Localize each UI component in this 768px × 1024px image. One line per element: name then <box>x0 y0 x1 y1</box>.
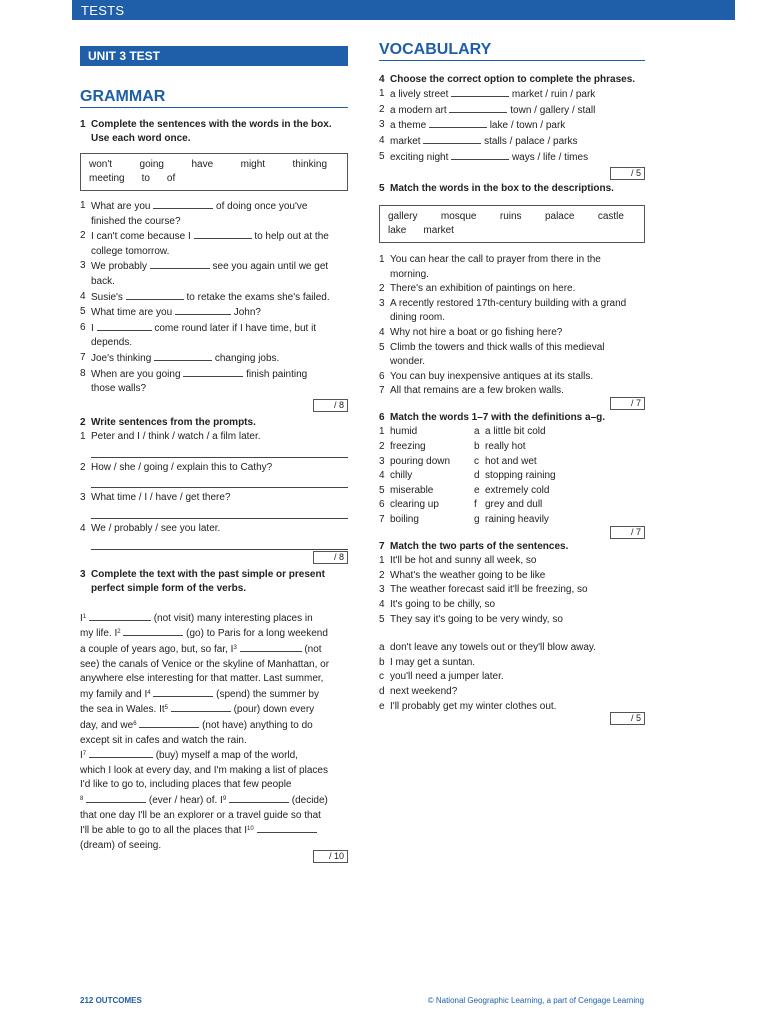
q2-score-box: / 8 <box>80 551 348 564</box>
q4-item: 1 a lively street market / ruin / park <box>379 88 596 101</box>
q7-answer: e I'll probably get my winter clothes out. <box>379 700 557 712</box>
q3-score-box: / 10 <box>80 850 348 863</box>
grammar-title: GRAMMAR <box>80 90 348 108</box>
q1-item: 8 When are you going finish painting those walls? <box>80 367 308 395</box>
q4-item: 5 exciting night ways / life / times <box>379 150 589 163</box>
q7-answer: a don't leave any towels out or they'll blow away. <box>379 642 596 654</box>
q6-item: 1 humid a a little bit cold <box>379 426 546 438</box>
q2-item: 1 Peter and I / think / watch / a film later. <box>80 431 261 443</box>
answer-blank[interactable] <box>194 229 252 239</box>
q7-answer: b I may get a suntan. <box>379 656 476 668</box>
q7-answer: d next weekend? <box>379 685 458 697</box>
answer-blank[interactable] <box>449 103 507 113</box>
answer-blank[interactable] <box>257 823 317 833</box>
q1-word-box <box>80 153 348 191</box>
q1-item: 7 Joe's thinking changing jobs. <box>80 351 280 364</box>
q2-item: 2 How / she / going / explain this to Cathy? <box>80 461 273 473</box>
word-box-row: won't going have might thinking <box>89 158 327 170</box>
footer-page-number: 212 OUTCOMES <box>80 996 142 1005</box>
q1-items <box>80 199 348 397</box>
q6-item: 4 chilly d stopping raining <box>379 470 556 482</box>
answer-blank[interactable] <box>451 150 509 160</box>
q6-item: 7 boiling g raining heavily <box>379 514 549 526</box>
q1-item: 3 We probably see you again until we get back. <box>80 260 329 287</box>
footer-copyright: © National Geographic Learning, a part of Cengage Learning <box>427 996 644 1005</box>
q5-word-box <box>379 205 645 243</box>
q3-instruction: 3 Complete the text with the past simple or present perfect simple form of the verbs. <box>80 568 325 595</box>
q5-item: 1 You can hear the call to prayer from there in the morning. <box>379 253 601 280</box>
q1-instruction: 1 Complete the sentences with the words in the box. Use each word once. <box>80 118 332 145</box>
answer-blank[interactable] <box>123 626 183 636</box>
q2-item: 4 We / probably / see you later. <box>80 523 221 535</box>
answer-blank[interactable] <box>89 611 151 621</box>
q1-item: 1 What are you of doing once you've finished the course? <box>80 199 308 227</box>
answer-blank[interactable] <box>153 199 213 209</box>
q5-items <box>379 253 645 399</box>
answer-blank[interactable] <box>150 259 210 269</box>
q6-score-box: / 7 <box>379 526 645 539</box>
q5-item: 7 All that remains are a few broken walls. <box>379 385 564 397</box>
q1-item: 5 What time are you John? <box>80 306 261 319</box>
q4-instruction: 4 Choose the correct option to complete the phrases. <box>379 73 636 85</box>
q2-instruction: 2 Write sentences from the prompts. <box>80 416 256 428</box>
q5-item: 2 There's an exhibition of paintings on here. <box>379 283 576 295</box>
q6-instruction: 6 Match the words 1–7 with the definitions a–g. <box>379 411 606 423</box>
q5-instruction: 5 Match the words in the box to the descriptions. <box>379 183 614 195</box>
q4-item: 3 a theme lake / town / park <box>379 119 566 132</box>
answer-blank[interactable] <box>171 702 231 712</box>
q3-text: $I^1$ (not visit) many interesting places in my life. $I^2$ (go) to Paris for a long weekend a couple of years ago, but, so far, $I^3$ (not see) the canals of Venice or the skyline of Manhattan, or anywhere else interesting for that matter. Last summer, my family and $I^4$ (spend) the summer by the sea in Wales. It$^5$ (pour) down every day, and $we^6$ (not have) anything to do except sit in cafes and watch the rain. $I^7$ (buy) myself a map of the world, which I look at every day, and I'm making a list of places I'd like to go to, including places that few people $^8$ (ever / hear) of. $I^9$ (decide) that one day I'll be an explorer or a travel guide so that I'll be able to go to all the places that $I^{10}$ (dream) of seeing. <box>80 612 330 851</box>
answer-blank[interactable] <box>423 134 481 144</box>
q7-answer: c you'll need a jumper later. <box>379 671 504 683</box>
q5-score-box: / 7 <box>379 397 645 410</box>
q7-answers <box>379 641 645 714</box>
q1-item: 2 I can't come because I to help out at the college tomorrow. <box>80 230 329 257</box>
word-box-row: meeting to of <box>89 173 176 185</box>
unit-title: UNIT 3 TEST <box>80 46 348 66</box>
vocabulary-title: VOCABULARY <box>379 43 645 61</box>
q7-item: 5 They say it's going to be very windy, so <box>379 613 563 625</box>
answer-blank[interactable] <box>154 351 212 361</box>
q6-item: 2 freezing b really hot <box>379 441 526 453</box>
answer-blank[interactable] <box>429 118 487 128</box>
answer-blank[interactable] <box>229 793 289 803</box>
answer-blank[interactable] <box>139 718 199 728</box>
answer-line[interactable] <box>91 506 348 519</box>
q5-item: 3 A recently restored 17th-century building with a grand dining room. <box>379 297 627 324</box>
q2-item: 3 What time / I / have / get there? <box>80 492 231 504</box>
q6-item: 6 clearing up f grey and dull <box>379 499 543 511</box>
top-header-bar <box>72 0 735 20</box>
q4-item: 4 market stalls / palace / parks <box>379 134 578 147</box>
answer-blank[interactable] <box>86 793 146 803</box>
answer-line[interactable] <box>91 475 348 488</box>
answer-blank[interactable] <box>89 748 153 758</box>
q4-item: 2 a modern art town / gallery / stall <box>379 103 596 116</box>
q6-item: 5 miserable e extremely cold <box>379 484 550 496</box>
word-box-row: gallery mosque ruins palace castle <box>388 210 624 222</box>
q7-instruction: 7 Match the two parts of the sentences. <box>379 540 569 552</box>
word-box-row: lake market <box>388 225 454 237</box>
q1-score-box: / 8 <box>80 399 348 412</box>
q5-item: 6 You can buy inexpensive antiques at its stalls. <box>379 370 594 382</box>
answer-blank[interactable] <box>183 367 243 377</box>
answer-blank[interactable] <box>175 305 231 315</box>
header-tab-label: TESTS <box>81 3 125 18</box>
q7-item: 1 It'll be hot and sunny all week, so <box>379 555 537 567</box>
q1-item: 6 I come round later if I have time, but it depends. <box>80 321 317 349</box>
q7-item: 3 The weather forecast said it'll be freezing, so <box>379 584 588 596</box>
q5-item: 5 Climb the towers and thick walls of this medieval wonder. <box>379 341 605 368</box>
left-column <box>80 46 348 863</box>
q1-item: 4 Susie's to retake the exams she's failed. <box>80 290 330 303</box>
answer-blank[interactable] <box>126 290 184 300</box>
answer-blank[interactable] <box>451 87 509 97</box>
q6-item: 3 pouring down c hot and wet <box>379 455 537 467</box>
q7-item: 4 It's going to be chilly, so <box>379 599 496 610</box>
q5-item: 4 Why not hire a boat or go fishing here? <box>379 326 563 338</box>
q4-score-box: / 5 <box>379 167 645 180</box>
answer-blank[interactable] <box>97 321 152 331</box>
answer-line[interactable] <box>91 537 348 550</box>
q7-score-box: / 5 <box>379 712 645 725</box>
q7-item: 2 What's the weather going to be like <box>379 569 546 581</box>
answer-blank[interactable] <box>153 687 213 697</box>
right-column <box>379 41 645 725</box>
answer-blank[interactable] <box>240 642 302 652</box>
answer-line[interactable] <box>91 445 348 458</box>
